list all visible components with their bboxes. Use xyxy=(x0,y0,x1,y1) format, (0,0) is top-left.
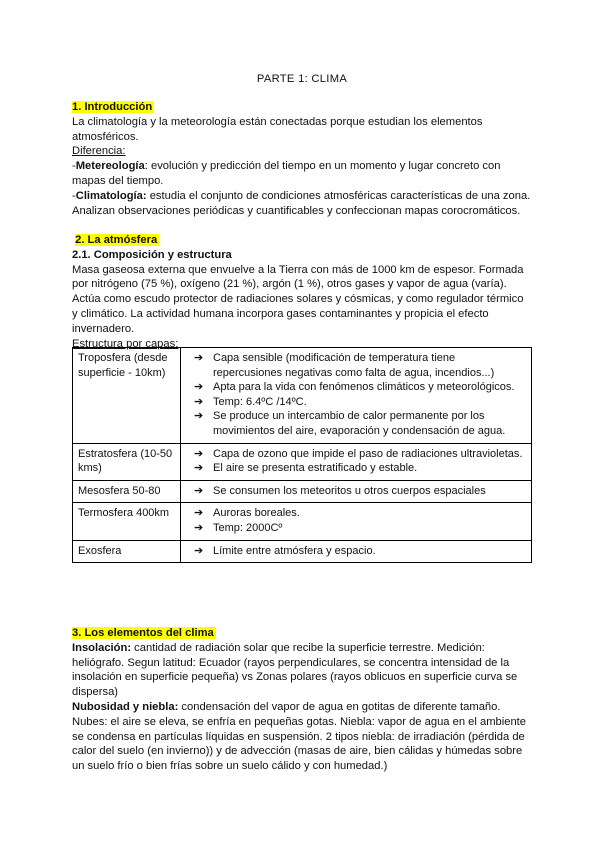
layer-description xyxy=(181,540,532,563)
layer-bullet-text: Límite entre atmósfera y espacio. xyxy=(213,544,376,557)
layer-bullet xyxy=(186,521,526,536)
layer-bullet xyxy=(186,484,526,499)
layer-description xyxy=(181,443,532,480)
layer-bullet xyxy=(186,447,526,462)
layer-name: Mesosfera 50-80 xyxy=(73,480,181,503)
atmosphere-paragraph: Masa gaseosa externa que envuelve a la Tierra con más de 1000 km de espesor. Formada por nitrógeno (75 %), oxígeno (21 %), argón (1 %), otros gases y vapor de agua (varía). Actúa como escudo protector de radiaciones solares y cósmicas, y como regulador térmico y climático. La actividad humana incorpora gases contaminantes y propicia el efecto invernadero. xyxy=(72,263,524,335)
climatology-text: estudia el conjunto de condiciones atmosféricas características de una zona. Analizan observaciones periódicas y cuantificables y confeccionan mapas corocromáticos. xyxy=(72,189,531,217)
layer-bullet-text: Temp: 2000Cº xyxy=(213,521,283,534)
layer-name: Estratosfera (10-50 kms) xyxy=(73,443,181,480)
section-1-heading: 1. Introducción xyxy=(72,101,153,113)
arrow-bullet-icon: ➔ xyxy=(194,395,204,408)
arrow-bullet-icon: ➔ xyxy=(194,507,204,520)
climatology-term: Climatología: xyxy=(75,189,147,202)
section-2-heading: 2. La atmósfera xyxy=(75,234,158,246)
cloudiness-term: Nubosidad y niebla: xyxy=(72,700,179,713)
layer-bullet-text: Capa sensible (modificación de temperatura tiene repercusiones negativas como falta de agua, incendios...) xyxy=(213,352,495,379)
layer-bullet xyxy=(186,351,526,380)
arrow-bullet-icon: ➔ xyxy=(194,484,204,497)
layer-bullet xyxy=(186,380,526,395)
arrow-bullet-icon: ➔ xyxy=(194,462,204,475)
arrow-bullet-icon: ➔ xyxy=(194,410,204,423)
layer-row xyxy=(73,503,532,540)
layer-name: Exosfera xyxy=(73,540,181,563)
cloudiness-paragraph xyxy=(72,700,532,774)
layer-bullet-text: Se produce un intercambio de calor permanente por los movimientos del aire, evaporación y condensación de agua. xyxy=(213,410,506,437)
climatology-definition: -Climatología: estudia el conjunto de condiciones atmosféricas características de una zona. Analizan observaciones periódicas y cuantificables y confeccionan mapas corocromáticos. xyxy=(72,189,531,217)
layer-bullet xyxy=(186,506,526,521)
atmosphere-layers-table xyxy=(72,347,532,563)
layer-row xyxy=(73,348,532,444)
insolation-paragraph xyxy=(72,641,532,700)
arrow-bullet-icon: ➔ xyxy=(194,352,204,364)
meteorology-text: : evolución y predicción del tiempo en un momento y lugar concreto con mapas del tiempo. xyxy=(72,160,501,187)
meteorology-definition: -Metereología: evolución y predicción del tiempo en un momento y lugar concreto con mapas del tiempo. xyxy=(72,160,501,187)
intro-paragraph: La climatología y la meteorología están conectadas porque estudian los elementos atmosféricos. xyxy=(72,115,483,143)
arrow-bullet-icon: ➔ xyxy=(194,544,204,557)
layer-bullet-text: Capa de ozono que impide el paso de radiaciones ultravioletas. xyxy=(213,447,523,460)
section-3-heading: 3. Los elementos del clima xyxy=(72,627,214,639)
layer-row xyxy=(73,540,532,563)
arrow-bullet-icon: ➔ xyxy=(194,447,204,460)
section-introduction xyxy=(72,100,532,218)
layer-bullet xyxy=(186,395,526,410)
layer-bullet xyxy=(186,461,526,476)
page-title: PARTE 1: CLIMA xyxy=(256,73,348,85)
layer-bullet-text: Temp: 6.4ºC /14ºC. xyxy=(213,395,307,408)
structure-label: Estructura por capas: xyxy=(72,337,179,350)
layer-name: Termosfera 400km xyxy=(73,503,181,540)
layer-bullet xyxy=(186,409,526,438)
layer-row xyxy=(73,443,532,480)
arrow-bullet-icon: ➔ xyxy=(194,381,204,394)
section-climate-elements xyxy=(72,626,532,774)
insolation-term: Insolación: xyxy=(72,641,132,654)
layer-bullet-text: Se consumen los meteoritos u otros cuerpos espaciales xyxy=(213,484,486,497)
insolation-text: cantidad de radiación solar que recibe la superficie terrestre. Medición: heliógrafo. Segun latitud: Ecuador (rayos perpendiculares, se concentra intensidad de la insolación en superficie pequeña) vs Zonas polares (rayos oblicuos en superficie curva se dispersa) xyxy=(72,641,518,699)
layer-bullet-text: El aire se presenta estratificado y estable. xyxy=(213,462,418,475)
layer-bullet-text: Auroras boreales. xyxy=(213,507,300,520)
difference-label: Diferencia: xyxy=(72,145,126,158)
subsection-2-1-heading: 2.1. Composición y estructura xyxy=(72,248,232,261)
layer-description xyxy=(181,480,532,503)
layer-row xyxy=(73,480,532,503)
layer-name: Troposfera (desde superficie - 10km) xyxy=(73,348,181,444)
layer-description xyxy=(181,503,532,540)
meteorology-term: Metereología xyxy=(75,160,145,173)
section-atmosphere xyxy=(72,233,532,351)
layer-bullet-text: Apta para la vida con fenómenos climáticos y meteorológicos. xyxy=(213,381,515,394)
layer-description xyxy=(181,348,532,444)
layer-bullet xyxy=(186,544,526,559)
arrow-bullet-icon: ➔ xyxy=(194,521,204,534)
cloudiness-text: condensación del vapor de agua en gotitas de diferente tamaño. Nubes: el aire se eleva, se enfría en pequeñas gotas. Niebla: vapor de agua en el ambiente se condensa en partículas líquidas en suspensión. 2 tipos niebla: de irradiación (pérdida de calor del suelo (en invierno)) y de advección (masas de aire, bien cálidas y húmedas sobre un suelo frío o bien frías sobre un suelo cálido y con humedad.) xyxy=(72,700,527,773)
